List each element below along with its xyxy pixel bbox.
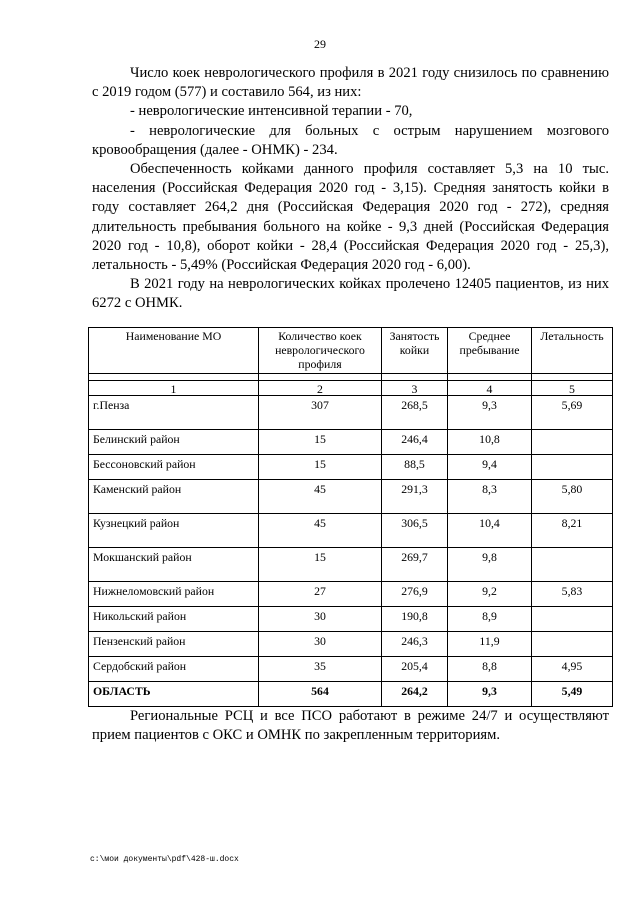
cell-occupancy: 276,9 [382, 582, 448, 607]
cell-avg-stay: 10,8 [448, 430, 532, 455]
cell-mortality [532, 430, 613, 455]
cell-beds: 15 [259, 430, 382, 455]
cell-avg-stay: 9,8 [448, 548, 532, 582]
table-total-row [89, 682, 613, 707]
cell-mo-name: Пензенский район [89, 632, 259, 657]
cell-mo-name: г.Пенза [89, 396, 259, 430]
cell-mo-name: Белинский район [89, 430, 259, 455]
cell-mortality: 5,69 [532, 396, 613, 430]
table-row [89, 657, 613, 682]
column-number: 5 [532, 381, 613, 396]
header-mortality: Летальность [532, 328, 613, 374]
neurology-beds-table [88, 327, 613, 707]
table-spacer-row [89, 374, 613, 381]
cell-beds: 35 [259, 657, 382, 682]
cell-beds: 45 [259, 480, 382, 514]
cell-occupancy: 306,5 [382, 514, 448, 548]
cell-total-name: ОБЛАСТЬ [89, 682, 259, 707]
cell-avg-stay: 11,9 [448, 632, 532, 657]
column-number: 4 [448, 381, 532, 396]
cell-mortality: 8,21 [532, 514, 613, 548]
cell-mortality: 5,83 [532, 582, 613, 607]
cell-mo-name: Сердобский район [89, 657, 259, 682]
cell-occupancy: 269,7 [382, 548, 448, 582]
table-row [89, 607, 613, 632]
header-avg-stay: Среднее пребывание [448, 328, 532, 374]
closing-text [92, 707, 609, 745]
cell-mo-name: Кузнецкий район [89, 514, 259, 548]
table-row [89, 548, 613, 582]
cell-occupancy: 205,4 [382, 657, 448, 682]
cell-mo-name: Каменский район [89, 480, 259, 514]
cell-mortality [532, 607, 613, 632]
column-number: 2 [259, 381, 382, 396]
cell-mortality [532, 455, 613, 480]
cell-total-beds: 564 [259, 682, 382, 707]
header-occupancy: Занятость койки [382, 328, 448, 374]
paragraph-bed-count: Число коек неврологического профиля в 2021 году снизилось по сравнению с 2019 годом (577) и составило 564, из них: [92, 65, 609, 101]
cell-occupancy: 190,8 [382, 607, 448, 632]
cell-total-occupancy: 264,2 [382, 682, 448, 707]
cell-avg-stay: 10,4 [448, 514, 532, 548]
cell-mortality: 5,80 [532, 480, 613, 514]
header-bed-count: Количество коек неврологического профиля [259, 328, 382, 374]
cell-beds: 30 [259, 607, 382, 632]
paragraph-provision: Обеспеченность койками данного профиля составляет 5,3 на 10 тыс. населения (Российская Федерация 2020 год - 3,15). Средняя занятость койки в году составляет 264,2 дня (Российская Федерация 2020 год - 272), средняя длительность пребывания больного на койке - 9,3 дней (Российская Федерация 2020 год - 10,8), оборот койки - 28,4 (Российская Федерация 2020 год - 25,3), летальность - 5,49% (Российская Федерация 2020 год - 6,00). [92, 161, 609, 274]
cell-mortality [532, 632, 613, 657]
header-mo-name: Наименование МО [89, 328, 259, 374]
cell-mo-name: Мокшанский район [89, 548, 259, 582]
paragraph-treated-patients: В 2021 году на неврологических койках пролечено 12405 пациентов, из них 6272 с ОНМК. [92, 276, 609, 312]
table-row [89, 430, 613, 455]
cell-avg-stay: 9,4 [448, 455, 532, 480]
cell-occupancy: 291,3 [382, 480, 448, 514]
cell-mortality [532, 548, 613, 582]
cell-occupancy: 88,5 [382, 455, 448, 480]
column-number: 3 [382, 381, 448, 396]
cell-beds: 45 [259, 514, 382, 548]
cell-occupancy: 268,5 [382, 396, 448, 430]
paragraph-regional-centers: Региональные РСЦ и все ПСО работают в режиме 24/7 и осуществляют прием пациентов с ОКС и ОМНК по закрепленным территориям. [92, 708, 609, 744]
cell-avg-stay: 8,8 [448, 657, 532, 682]
cell-avg-stay: 9,3 [448, 396, 532, 430]
body-text [92, 64, 609, 314]
column-number-row [89, 381, 613, 396]
table-row [89, 480, 613, 514]
table-row [89, 514, 613, 548]
cell-mo-name: Бессоновский район [89, 455, 259, 480]
cell-avg-stay: 9,2 [448, 582, 532, 607]
footer-file-path: c:\мои документы\pdf\428-ш.docx [90, 855, 239, 864]
cell-beds: 30 [259, 632, 382, 657]
cell-mortality: 4,95 [532, 657, 613, 682]
cell-beds: 27 [259, 582, 382, 607]
paragraph-onmk: - неврологические для больных с острым нарушением мозгового кровообращения (далее - ОНМК) - 234. [92, 122, 609, 158]
table-row [89, 455, 613, 480]
table-row [89, 582, 613, 607]
cell-beds: 15 [259, 548, 382, 582]
table-row [89, 396, 613, 430]
page-number: 29 [314, 37, 326, 51]
cell-avg-stay: 8,3 [448, 480, 532, 514]
cell-total-mortality: 5,49 [532, 682, 613, 707]
cell-beds: 15 [259, 455, 382, 480]
paragraph-intensive-care: - неврологические интенсивной терапии - 70, [130, 103, 413, 120]
cell-avg-stay: 8,9 [448, 607, 532, 632]
column-number: 1 [89, 381, 259, 396]
cell-occupancy: 246,4 [382, 430, 448, 455]
cell-occupancy: 246,3 [382, 632, 448, 657]
cell-mo-name: Никольский район [89, 607, 259, 632]
table-row [89, 632, 613, 657]
cell-beds: 307 [259, 396, 382, 430]
table-header-row [89, 328, 613, 374]
cell-mo-name: Нижнеломовский район [89, 582, 259, 607]
cell-total-avg-stay: 9,3 [448, 682, 532, 707]
